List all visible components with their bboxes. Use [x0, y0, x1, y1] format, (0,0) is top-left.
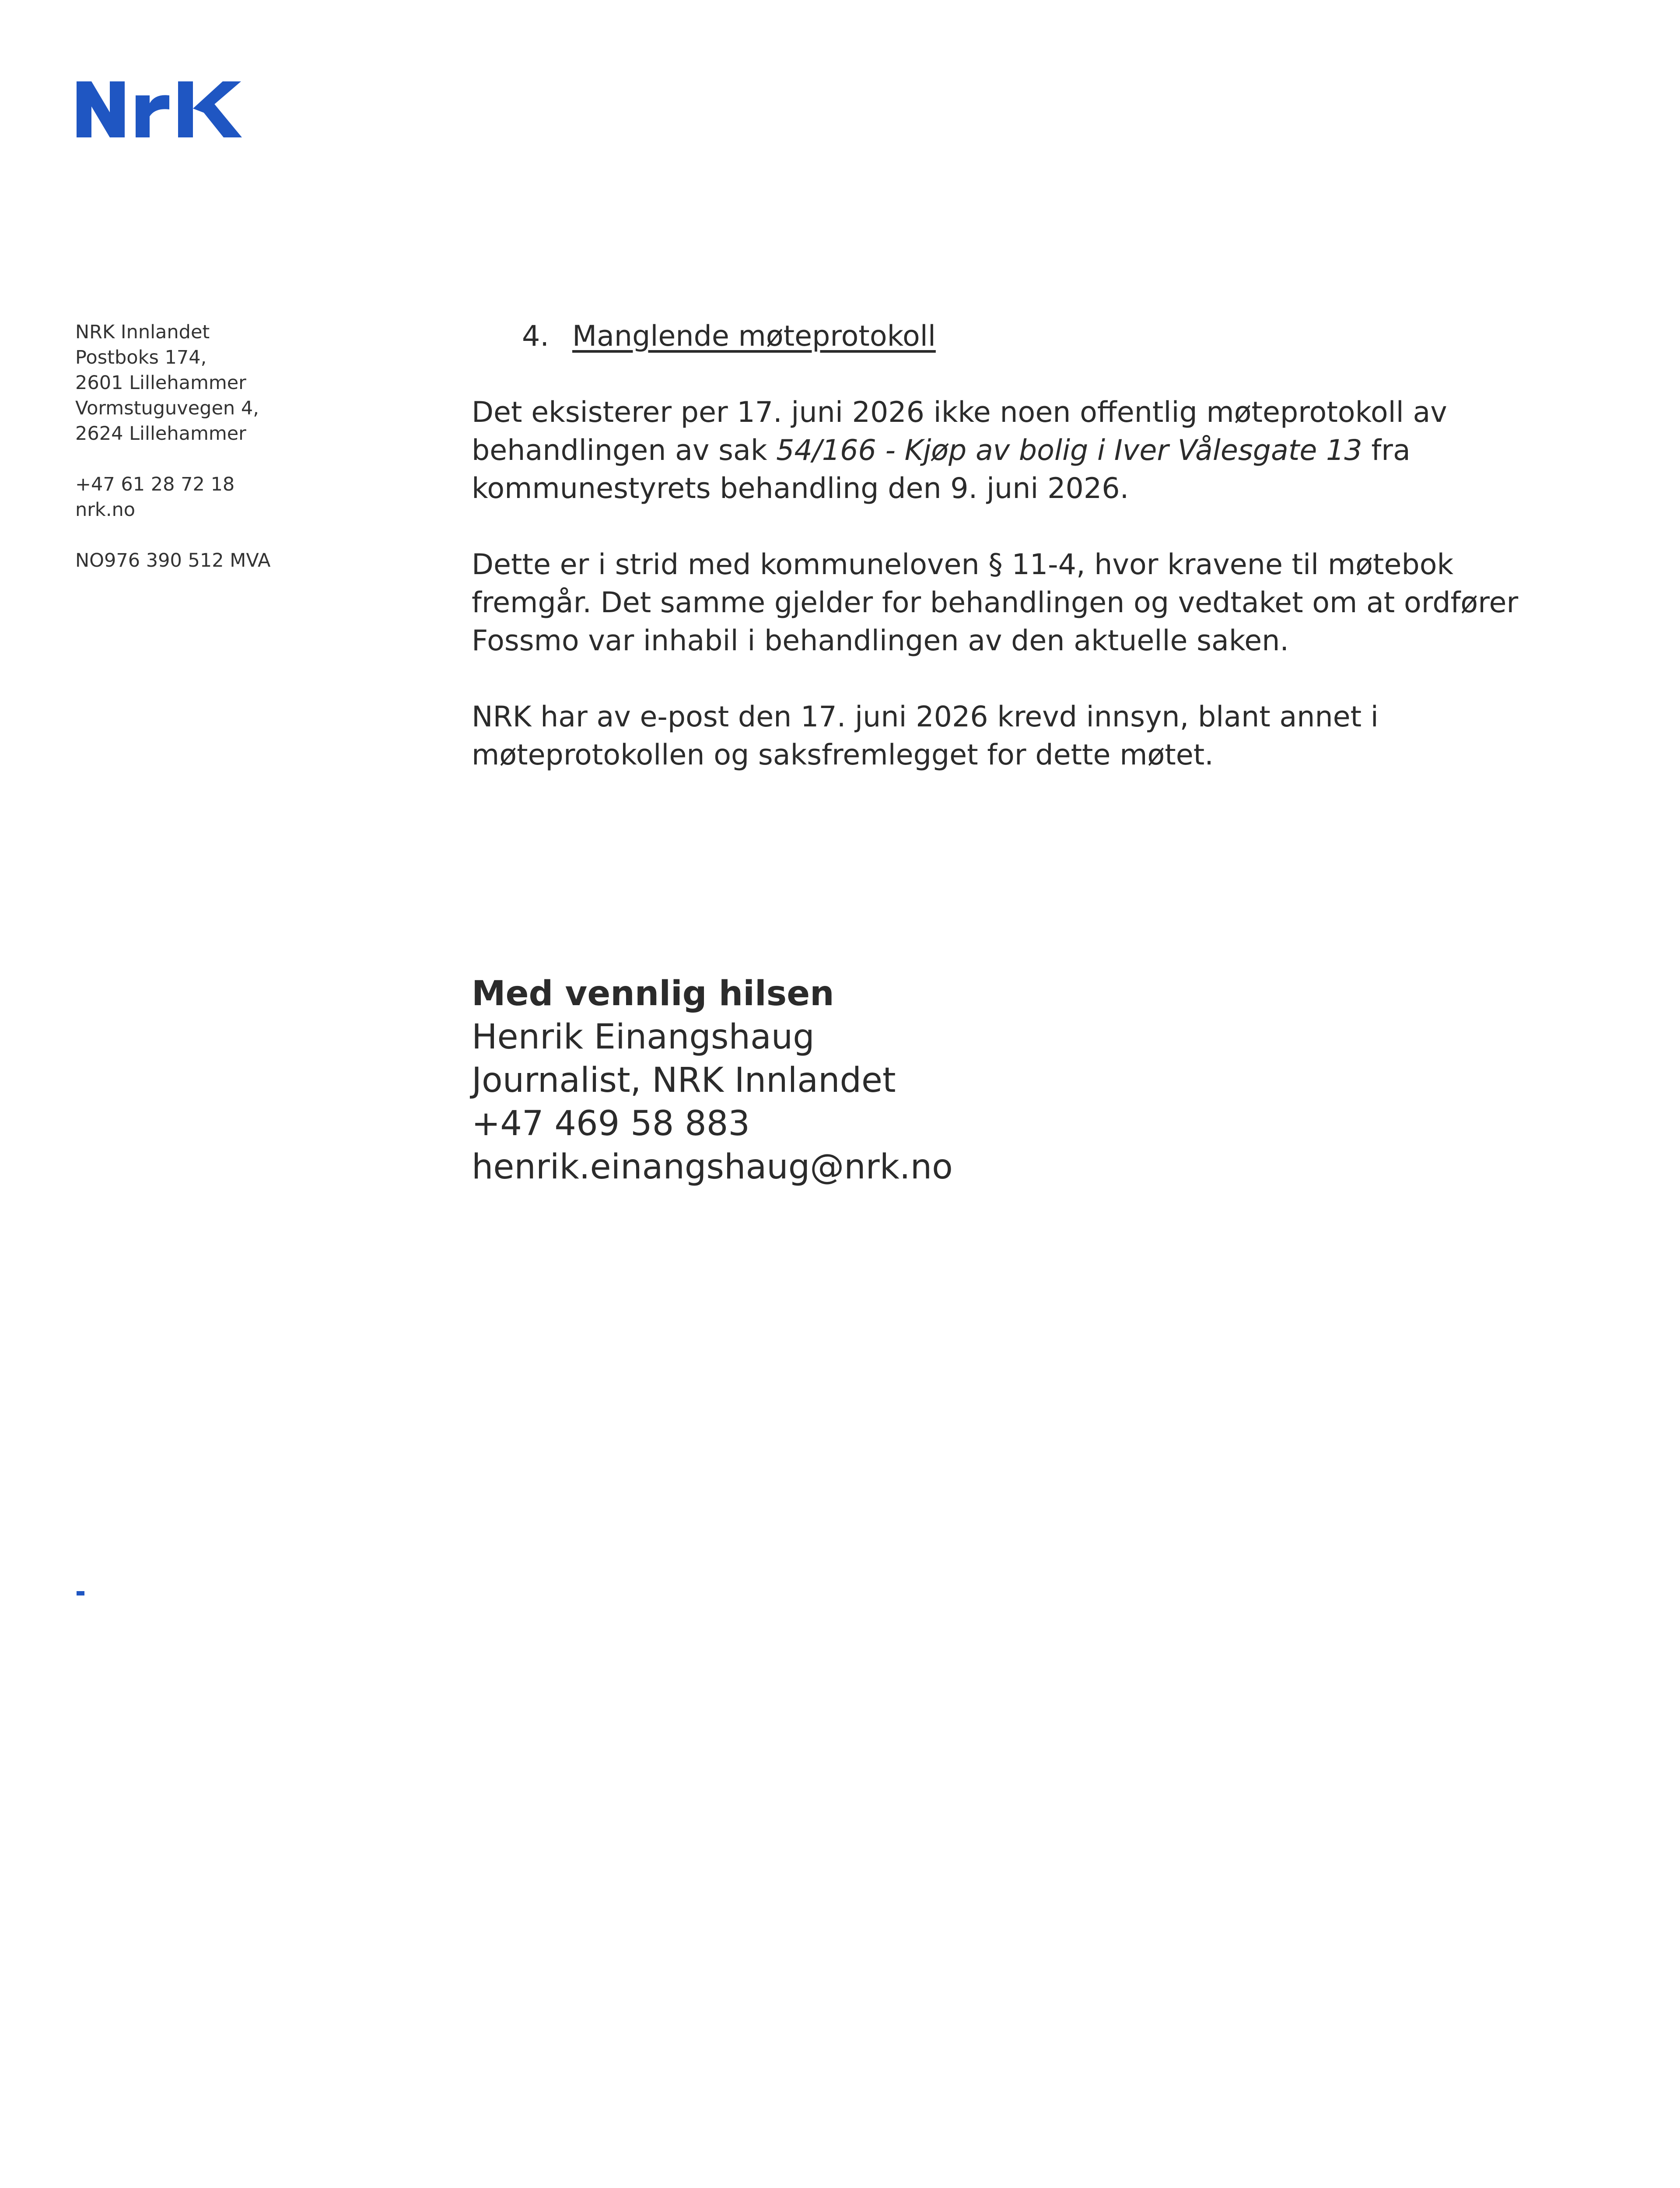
signer-phone: +47 469 58 883	[472, 1104, 750, 1143]
sender-info	[75, 319, 320, 573]
greeting: Med vennlig hilsen	[472, 974, 834, 1013]
section-number: 4.	[522, 320, 550, 353]
paragraph-1-text-end: fra kommunestyrets behandling den 9. juni 2026.	[472, 434, 1410, 505]
paragraph-1	[472, 393, 1574, 508]
paragraph-1-text: Det eksisterer per 17. juni 2026 ikke noen offentlig møteprotokoll av behandlingen av sak	[472, 396, 1447, 467]
signer-name: Henrik Einangshaug	[472, 1017, 815, 1057]
section-title: Manglende møteprotokoll	[572, 320, 936, 353]
nrk-logo	[77, 78, 243, 138]
signer-email: henrik.einangshaug@nrk.no	[472, 1147, 953, 1187]
paragraph-2: Dette er i strid med kommuneloven § 11-4, hvor kravene til møtebok fremgår. Det samme gjelder for behandlingen og vedtaket om at ordfører Fossmo var inhabil i behandlingen av den aktuelle saken.	[472, 548, 1519, 657]
fold-mark	[77, 1591, 84, 1595]
org-number: NO976 390 512 MVA	[75, 550, 271, 572]
letter-body	[472, 317, 1574, 812]
phone-number: +47 61 28 72 18	[75, 473, 235, 495]
case-reference: 54/166 - Kjøp av bolig i Iver Vålesgate 13	[776, 434, 1362, 467]
address-line: 2624 Lillehammer	[75, 423, 246, 445]
paragraph-3: NRK har av e-post den 17. juni 2026 krevd innsyn, blant annet i møteprotokollen og saksfremlegget for dette møtet.	[472, 701, 1379, 771]
address-line: Vormstuguvegen 4,	[75, 397, 259, 419]
address-line: Postboks 174,	[75, 347, 207, 368]
org-name: NRK Innlandet	[75, 321, 210, 343]
section-heading	[522, 317, 1574, 355]
signer-title: Journalist, NRK Innlandet	[472, 1061, 896, 1100]
signature-block	[472, 972, 953, 1189]
website: nrk.no	[75, 499, 136, 521]
address-line: 2601 Lillehammer	[75, 372, 246, 394]
nrk-logo-icon	[77, 78, 243, 138]
